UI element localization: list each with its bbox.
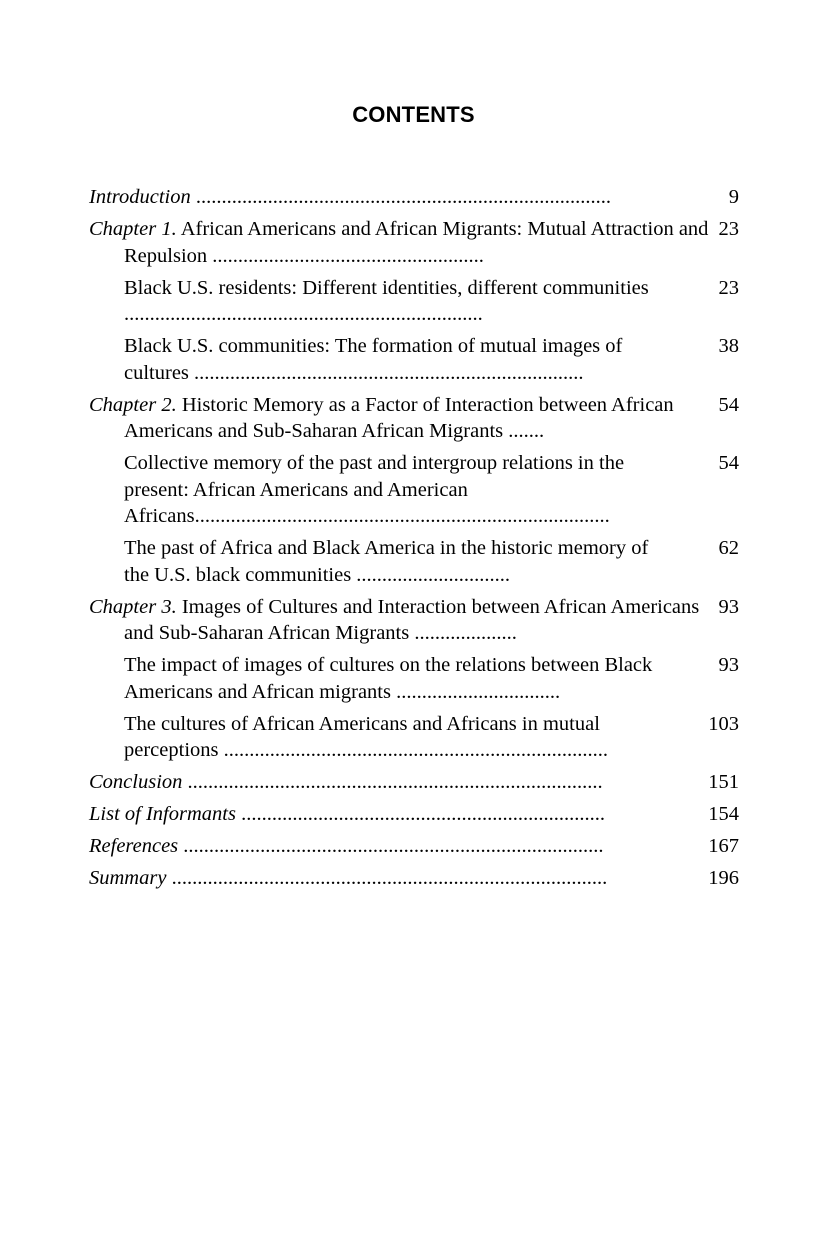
toc-entry-text: [89, 865, 709, 892]
toc-leader-dots: .................................................................................: [194, 505, 610, 527]
toc-entry-label: Conclusion: [89, 771, 183, 793]
toc-leader-dots: ..............................: [351, 563, 511, 586]
toc-entry-list-of-informants[interactable]: [89, 801, 739, 828]
toc-page-number: 38: [718, 335, 739, 357]
toc-entry-label: Introduction: [89, 186, 191, 208]
toc-entry-title: The cultures of African Americans and Africans in mutual perceptions: [124, 712, 600, 761]
toc-entry-label: List of Informants: [89, 803, 236, 825]
toc-entry-section-1-2[interactable]: [89, 333, 739, 386]
toc-entry-title: The impact of images of cultures on the relations between Black Americans and African migrants: [124, 654, 653, 703]
toc-entry-title: Black U.S. residents: Different identities, different communities: [124, 276, 649, 299]
toc-entry-label: Chapter 3.: [89, 595, 177, 618]
toc-entry-references[interactable]: [89, 833, 739, 860]
toc-entry-text: [124, 535, 674, 588]
toc-entry-text: [124, 275, 674, 328]
toc-entry-text: [89, 216, 709, 269]
toc-entry-label: References: [89, 835, 179, 857]
toc-entry-chapter-1[interactable]: [89, 216, 739, 269]
toc-leader-dots: ................................: [390, 680, 561, 703]
toc-leader-dots: ....................: [409, 622, 517, 644]
toc-entry-title: Collective memory of the past and intergroup relations in the present: African Americans and American Africans: [124, 452, 625, 527]
toc-entry-section-3-2[interactable]: [89, 711, 739, 764]
toc-page-number: 154: [708, 803, 739, 825]
toc-page-number: 103: [708, 712, 739, 735]
toc-entry-text: [89, 594, 709, 647]
toc-leader-dots: .......................................................................: [235, 803, 605, 825]
toc-entry-text: [89, 833, 709, 860]
toc-entry-title: African Americans and African Migrants: Mutual Attraction and Repulsion: [124, 218, 709, 267]
toc-entry-label: Summary: [89, 867, 167, 889]
toc-page-number: 62: [718, 537, 739, 559]
toc-page-number: 9: [728, 186, 739, 208]
toc-page-number: 167: [708, 835, 739, 857]
toc-entry-text: [89, 769, 709, 796]
toc-leader-dots: .......: [503, 420, 545, 442]
toc-entry-text: [124, 333, 674, 386]
toc-entry-text: [89, 801, 709, 828]
toc-entry-conclusion[interactable]: [89, 769, 739, 796]
toc-leader-dots: ..................................................................................: [178, 835, 604, 857]
toc-entry-label: Chapter 1.: [89, 218, 177, 240]
toc-entry-summary[interactable]: [89, 865, 739, 892]
toc-entry-introduction[interactable]: [89, 184, 739, 211]
toc-leader-dots: .................................................................................: [190, 186, 611, 208]
table-of-contents: [89, 184, 739, 897]
toc-page-number: 196: [708, 867, 739, 889]
toc-leader-dots: .................................................................................: [182, 771, 603, 793]
toc-page-number: 54: [718, 452, 739, 474]
toc-page-number: 23: [718, 218, 739, 240]
toc-page-number: 93: [718, 595, 739, 618]
toc-entry-section-3-1[interactable]: [89, 652, 739, 705]
toc-entry-section-2-2[interactable]: [89, 535, 739, 588]
toc-leader-dots: .....................................................: [207, 244, 484, 267]
toc-page-number: 151: [708, 771, 739, 793]
toc-entry-text: [124, 652, 674, 705]
toc-entry-title: Historic Memory as a Factor of Interaction between African Americans and Sub-Saharan African Migrants: [124, 393, 674, 442]
toc-leader-dots: .....................................................................................: [166, 867, 608, 889]
toc-entry-text: [89, 184, 709, 211]
toc-entry-title: The past of Africa and Black America in the historic memory of the U.S. black communities: [124, 537, 649, 586]
toc-leader-dots: ...........................................................................: [218, 739, 608, 761]
toc-leader-dots: ............................................................................: [188, 361, 584, 384]
toc-entry-chapter-3[interactable]: [89, 594, 739, 647]
toc-entry-chapter-2[interactable]: [89, 392, 739, 445]
toc-entry-section-2-1[interactable]: [89, 450, 739, 530]
toc-entry-text: [89, 392, 709, 445]
toc-entry-title: Images of Cultures and Interaction between African Americans and Sub-Saharan African Migrants: [124, 595, 700, 644]
toc-entry-label: Chapter 2.: [89, 393, 177, 416]
toc-entry-text: [124, 711, 674, 764]
toc-page-number: 93: [718, 654, 739, 676]
page-title: CONTENTS: [352, 102, 475, 127]
toc-entry-section-1-1[interactable]: [89, 275, 739, 328]
toc-leader-dots: ......................................................................: [124, 303, 483, 325]
toc-page-number: 54: [718, 393, 739, 416]
toc-entry-text: [124, 450, 674, 530]
toc-page-number: 23: [718, 276, 739, 299]
toc-entry-title: Black U.S. communities: The formation of mutual images of cultures: [124, 335, 623, 384]
